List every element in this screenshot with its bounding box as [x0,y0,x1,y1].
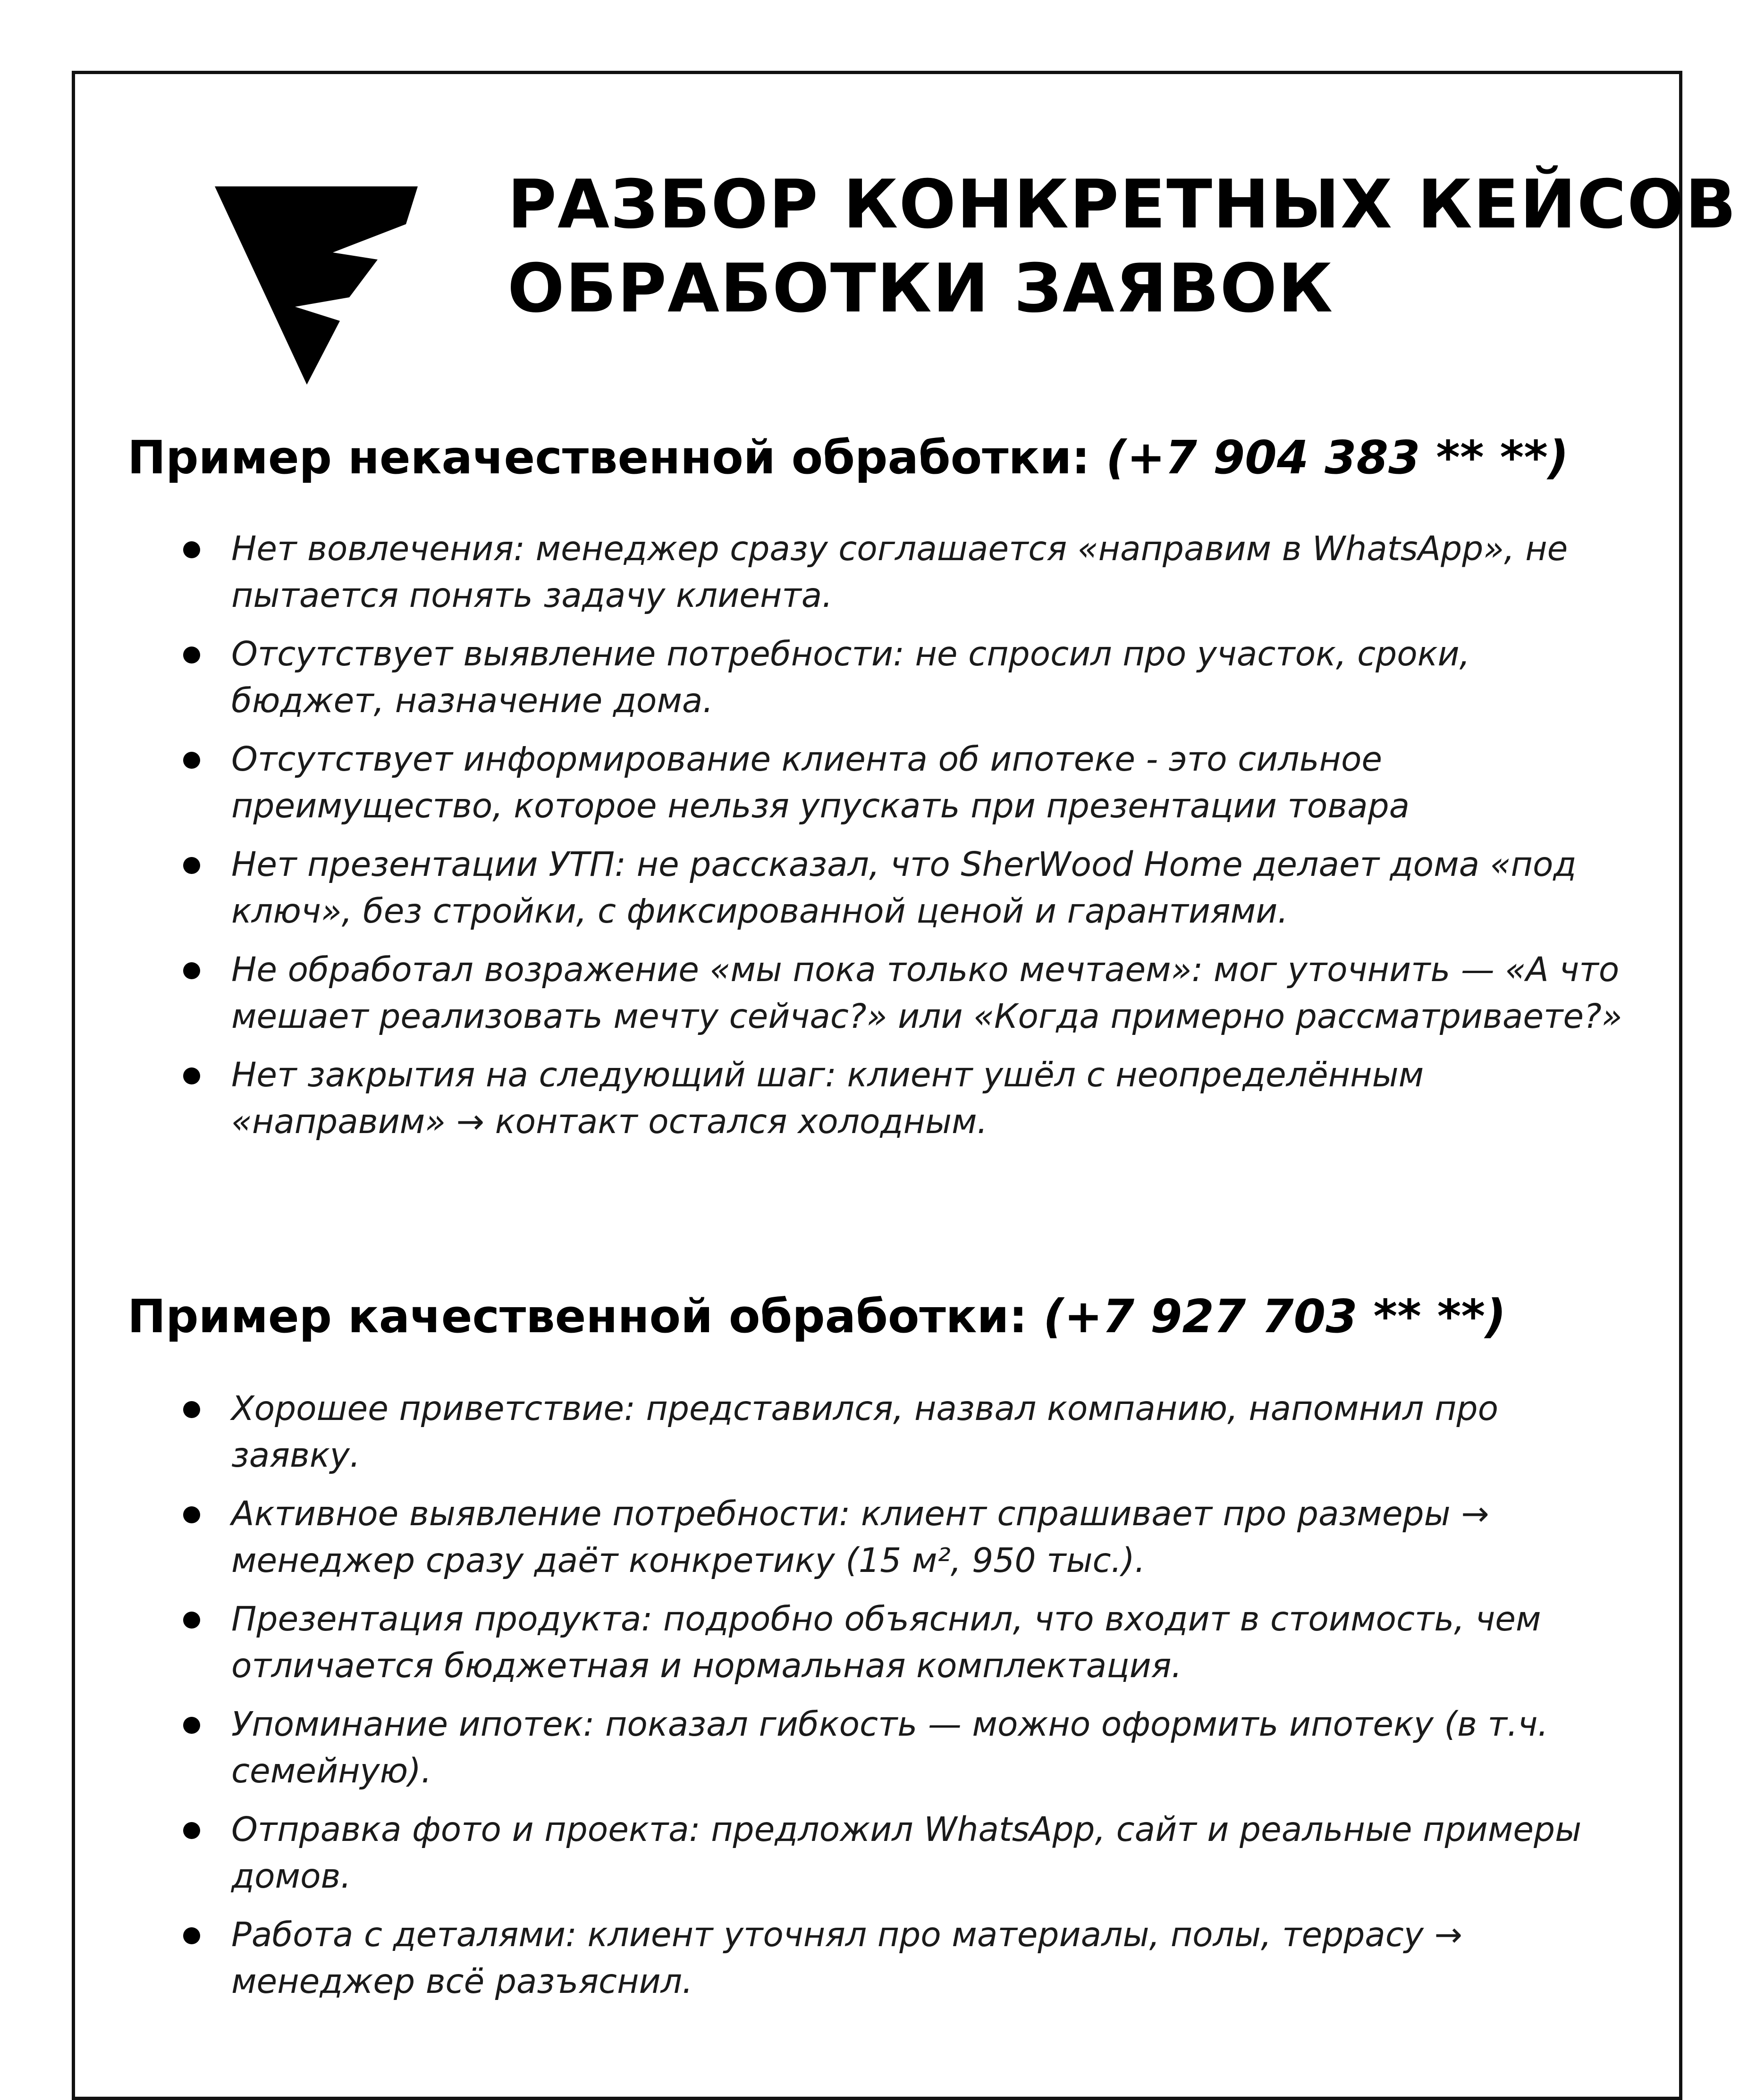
good-example-heading-label: Пример качественной обработки: [127,1290,1028,1343]
good-example-item [179,1385,1633,1478]
bad-example-heading-label: Пример некачественной обработки: [127,431,1090,484]
document-title-line-2: ОБРАБОТКИ ЗАЯВОК [507,250,1334,328]
bad-example-heading [127,429,1569,486]
good-example-list [179,1385,1633,2016]
bullet-icon [183,1822,200,1839]
bullet-icon [183,1401,200,1418]
good-example-item-text: Упоминание ипотек: показал гибкость — можно оформить ипотеку (в т.ч. семейную). [231,1705,1548,1790]
bullet-icon [183,752,200,769]
bullet-icon [183,1717,200,1734]
good-example-item-text: Работа с деталями: клиент уточнял про материалы, полы, террасу → менеджер всё разъяснил. [231,1915,1462,2001]
good-example-phone: (+7 927 703 ** **) [1043,1290,1506,1343]
bullet-icon [183,541,200,558]
good-example-item-text: Активное выявление потребности: клиент спрашивает про размеры → менеджер сразу даёт конкретику (15 м², 950 тыс.). [231,1494,1489,1580]
bad-example-item [179,525,1633,619]
good-example-item-text: Отправка фото и проекта: предложил WhatsApp, сайт и реальные примеры домов. [231,1810,1582,1896]
bad-example-item-text: Не обработал возражение «мы пока только мечтаем»: мог уточнить — «А что мешает реализовать мечту сейчас?» или «Когда примерно рассматриваете?» [231,950,1622,1036]
good-example-item-text: Презентация продукта: подробно объяснил, что входит в стоимость, чем отличается бюджетная и нормальная комплектация. [231,1599,1541,1685]
good-example-item [179,1490,1633,1584]
document-title-line-1: РАЗБОР КОНКРЕТНЫХ КЕЙСОВ [507,166,1737,244]
good-example-heading [127,1288,1506,1345]
brand-logo-icon [215,186,418,385]
bullet-icon [183,857,200,874]
good-example-item [179,1701,1633,1794]
bad-example-item-text: Нет вовлечения: менеджер сразу соглашается «направим в WhatsApp», не пытается понять задачу клиента. [231,529,1568,615]
bullet-icon [183,1927,200,1944]
bad-example-item [179,736,1633,829]
bad-example-item-text: Отсутствует выявление потребности: не спросил про участок, сроки, бюджет, назначение дома. [231,634,1470,720]
bullet-icon [183,1612,200,1629]
bad-example-item [179,630,1633,724]
bullet-icon [183,647,200,664]
bad-example-item-text: Нет закрытия на следующий шаг: клиент ушёл с неопределённым «направим» → контакт остался холодным. [231,1055,1424,1141]
good-example-item [179,1806,1633,1899]
bad-example-item [179,946,1633,1040]
bad-example-item [179,1051,1633,1145]
bad-example-item [179,841,1633,934]
document-title [507,163,1737,331]
bad-example-item-text: Отсутствует информирование клиента об ипотеке - это сильное преимущество, которое нельзя упускать при презентации товара [231,739,1410,825]
bad-example-item-text: Нет презентации УТП: не рассказал, что SherWood Home делает дома «под ключ», без стройки, с фиксированной ценой и гарантиями. [231,845,1577,931]
good-example-item [179,1596,1633,1689]
bullet-icon [183,962,200,979]
bullet-icon [183,1506,200,1523]
bullet-icon [183,1067,200,1084]
good-example-item [179,1911,1633,2005]
bad-example-list [179,525,1633,1157]
bad-example-phone: (+7 904 383 ** **) [1106,431,1569,484]
good-example-item-text: Хорошее приветствие: представился, назвал компанию, напомнил про заявку. [231,1389,1499,1475]
